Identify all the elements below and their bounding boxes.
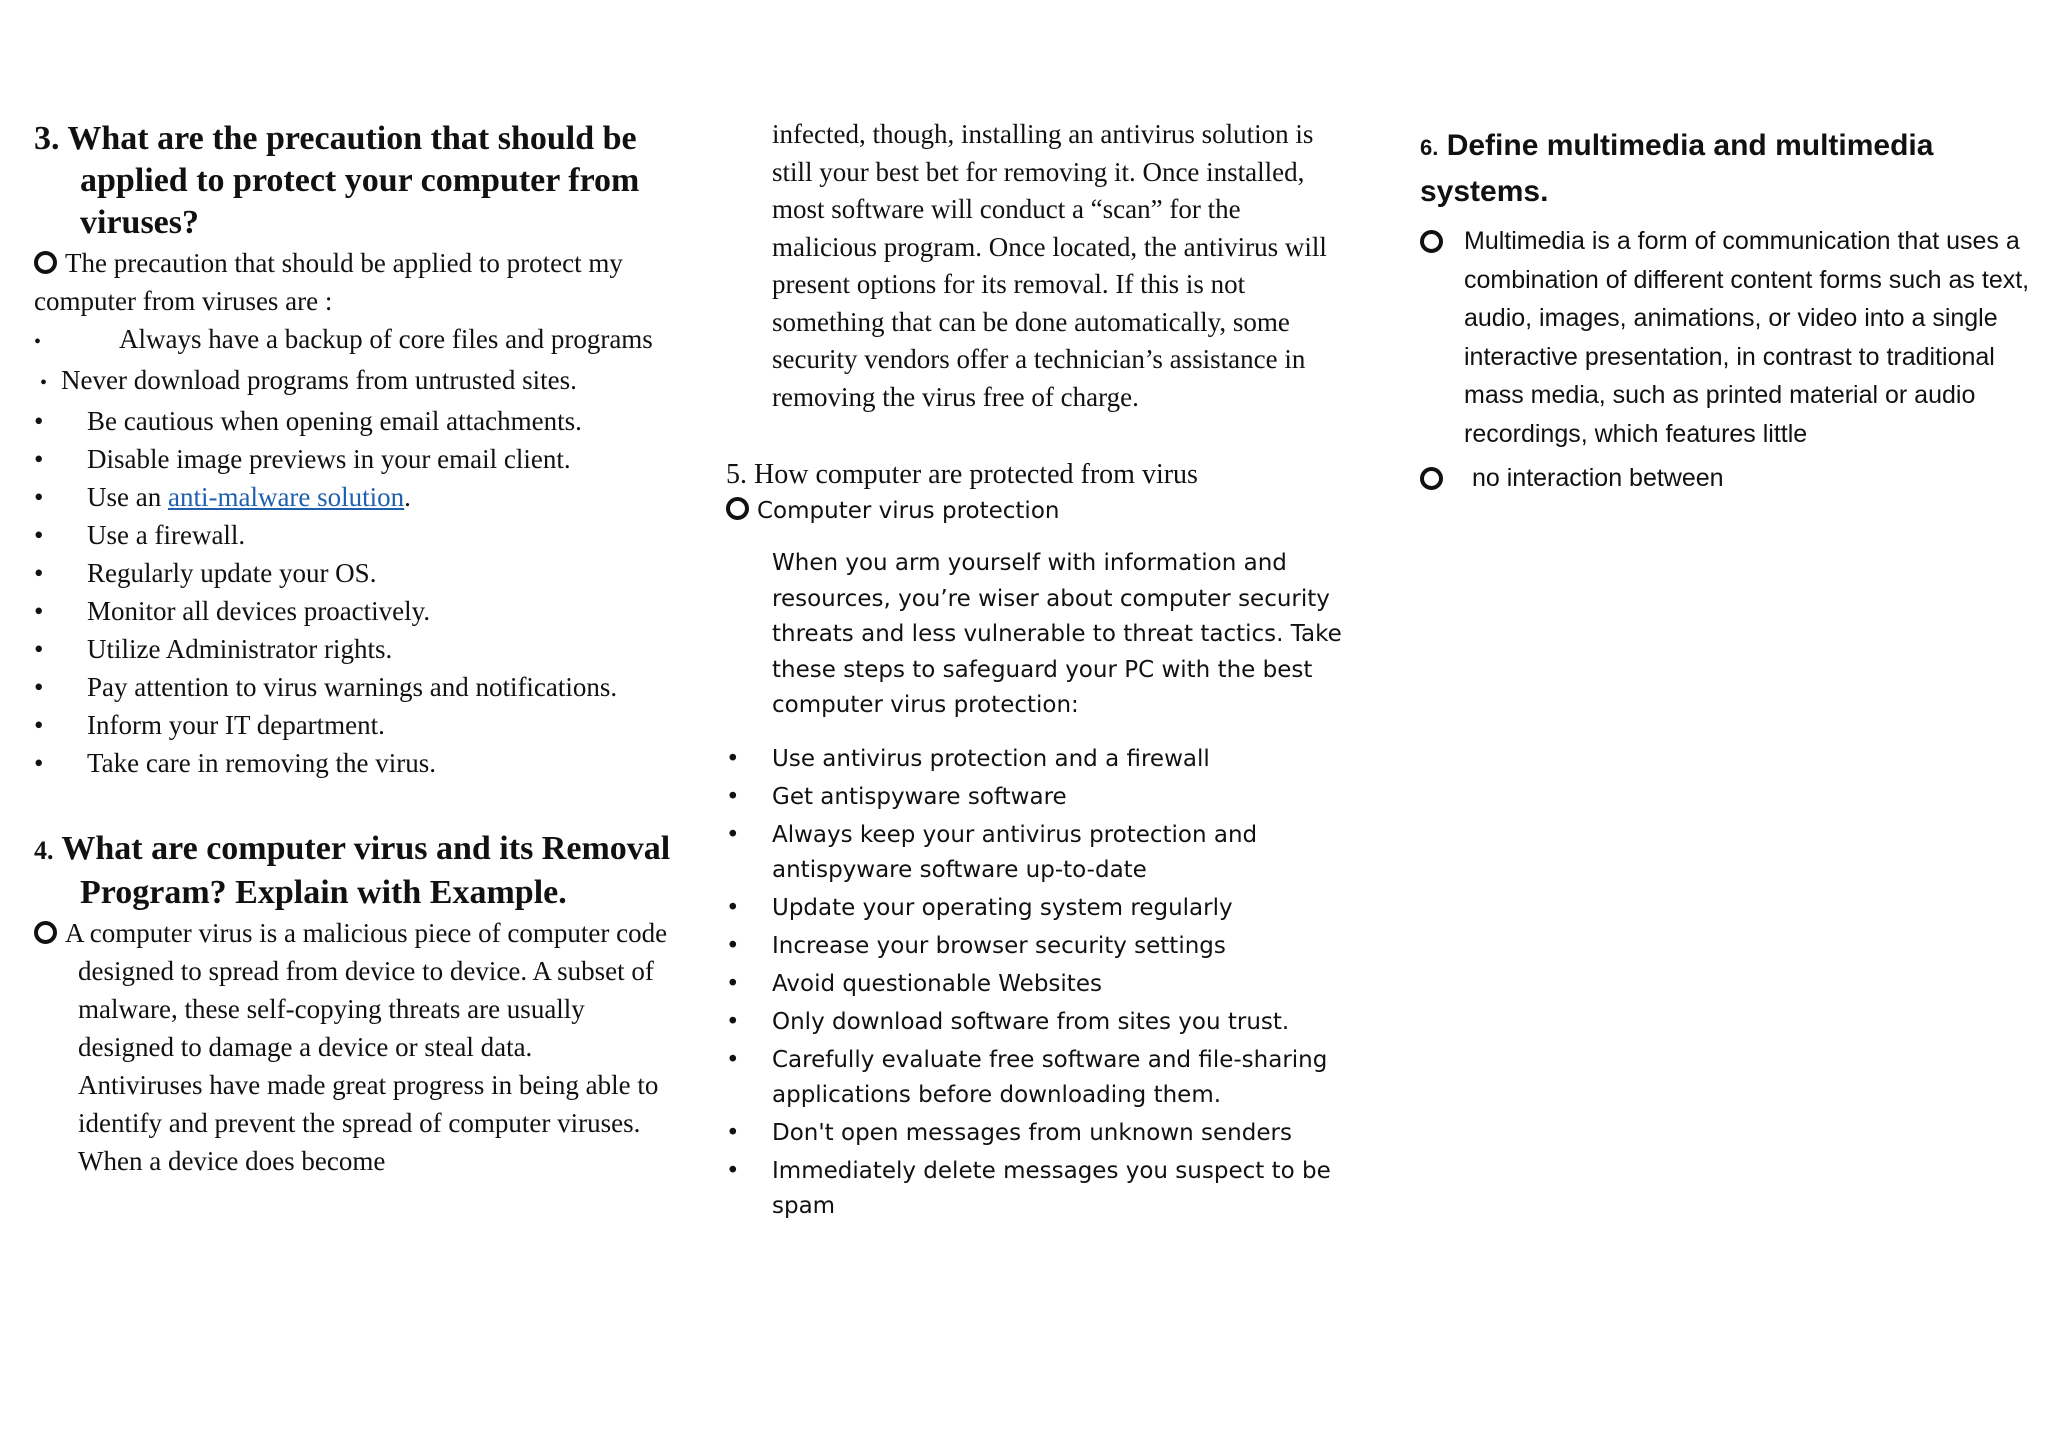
bullet-glyph: • — [34, 634, 44, 664]
q5-protection-list — [726, 742, 1346, 1224]
q3-intro — [34, 244, 674, 320]
list-item: • Update your operating system regularly — [726, 891, 1346, 926]
bullet-glyph: • — [726, 970, 740, 997]
q3-inline-b: Never download programs from untrusted sites. — [61, 365, 577, 395]
list-item: • Disable image previews in your email client. — [34, 440, 674, 478]
list-item: • Use antivirus protection and a firewall — [726, 742, 1346, 777]
continued-paragraph: infected, though, installing an antivirus solution is still your best bet for removing it. Once installed, most software will conduct a “scan” for the malicious program. Once located, the antivirus will present options for its removal. If this is not something that can be done automatically, some security vendors offer a technician’s assistance in removing the virus free of charge. — [772, 119, 1327, 412]
list-item: • Only download software from sites you trust. — [726, 1005, 1346, 1040]
q5-heading: 5. How computer are protected from virus — [726, 459, 1198, 490]
q3-inline-items — [34, 320, 674, 402]
bullet-glyph: • — [34, 710, 44, 740]
column-3 — [1420, 118, 2040, 504]
q5-intro-paragraph: When you arm yourself with information and resources, you’re wiser about computer security threats and less vulnerable to threat tactics. Take these steps to safeguard your PC with the best computer virus protection: — [772, 550, 1342, 718]
ring-bullet-icon — [34, 921, 57, 944]
ring-bullet-icon — [34, 251, 57, 274]
list-item: • Immediately delete messages you suspect to be spam — [726, 1154, 1346, 1224]
q6-answer-2 — [1420, 459, 2040, 498]
bullet-glyph: • — [726, 1119, 740, 1146]
list-item: • Inform your IT department. — [34, 706, 674, 744]
q6-answer-2-text: no interaction between — [1472, 464, 1724, 492]
q5-subheading — [726, 494, 1346, 528]
bullet-glyph: • — [34, 672, 44, 702]
bullet-glyph: • — [34, 520, 44, 550]
list-item: • Take care in removing the virus. — [34, 744, 674, 782]
bullet-glyph: • — [726, 894, 740, 921]
q4-title: What are computer virus and its Removal Program? Explain with Example. — [61, 830, 671, 911]
q6-heading — [1420, 124, 2040, 214]
bullet-glyph: • — [34, 482, 44, 512]
bullet-glyph: • — [40, 372, 48, 394]
q4-answer-1 — [34, 914, 674, 1066]
bullet-glyph: • — [34, 331, 42, 353]
q6-answer-1-text: Multimedia is a form of communication that uses a combination of different content forms such as text, audio, images, animations, or video into a single interactive presentation, in contrast to traditional mass media, such as printed material or audio recordings, which features little — [1464, 227, 2030, 448]
q3-inline-a: Always have a backup of core files and programs — [119, 324, 653, 354]
q5-subheading-text: Computer virus protection — [757, 498, 1060, 524]
q4-number: 4. — [34, 836, 54, 865]
list-item: • Don't open messages from unknown senders — [726, 1116, 1346, 1151]
list-item: • Regularly update your OS. — [34, 554, 674, 592]
bullet-glyph: • — [726, 783, 740, 810]
q3-precaution-list — [34, 402, 674, 782]
q6-answer-1 — [1420, 222, 2040, 453]
bullet-glyph: • — [34, 558, 44, 588]
q4-answer-1-text: A computer virus is a malicious piece of computer code designed to spread from device to device. A subset of malware, these self-copying threats are usually designed to damage a device or steal data. — [65, 918, 668, 1062]
list-item: • Be cautious when opening email attachments. — [34, 402, 674, 440]
anti-malware-link[interactable]: anti-malware solution — [167, 482, 405, 512]
bullet-glyph: • — [726, 821, 740, 848]
bullet-glyph: • — [34, 748, 44, 778]
list-item: • Increase your browser security settings — [726, 929, 1346, 964]
ring-bullet-icon — [1420, 230, 1443, 253]
q6-number: 6. — [1420, 135, 1439, 160]
column-2 — [726, 118, 1346, 1227]
list-item: • Use a firewall. — [34, 516, 674, 554]
q4-answer-2: Antiviruses have made great progress in being able to identify and prevent the spread of computer viruses. When a device does become — [78, 1070, 659, 1176]
bullet-glyph: • — [34, 406, 44, 436]
ring-bullet-icon — [1420, 467, 1443, 490]
list-item: • Carefully evaluate free software and file-sharing applications before downloading them. — [726, 1043, 1346, 1113]
bullet-glyph: • — [726, 1008, 740, 1035]
list-item: • Always keep your antivirus protection and antispyware software up-to-date — [726, 818, 1346, 888]
bullet-glyph: • — [34, 596, 44, 626]
q3-title: What are the precaution that should be applied to protect your computer from viruses? — [67, 120, 640, 241]
list-item: • Avoid questionable Websites — [726, 967, 1346, 1002]
list-item: • Use an anti-malware solution. — [34, 478, 674, 516]
q4-heading — [34, 828, 674, 914]
ring-bullet-icon — [726, 497, 749, 520]
q6-title: Define multimedia and multimedia systems. — [1420, 129, 1934, 208]
q3-number: 3. — [34, 120, 60, 157]
list-item: • Pay attention to virus warnings and notifications. — [34, 668, 674, 706]
list-item: • Get antispyware software — [726, 780, 1346, 815]
list-item: • Monitor all devices proactively. — [34, 592, 674, 630]
bullet-glyph: • — [726, 1046, 740, 1073]
list-item: • Utilize Administrator rights. — [34, 630, 674, 668]
q3-intro-text: The precaution that should be applied to protect my computer from viruses are : — [34, 248, 623, 316]
column-1 — [34, 118, 674, 1180]
bullet-glyph: • — [726, 745, 740, 772]
bullet-glyph: • — [726, 1157, 740, 1184]
bullet-glyph: • — [726, 932, 740, 959]
bullet-glyph: • — [34, 444, 44, 474]
q3-heading — [34, 118, 674, 244]
